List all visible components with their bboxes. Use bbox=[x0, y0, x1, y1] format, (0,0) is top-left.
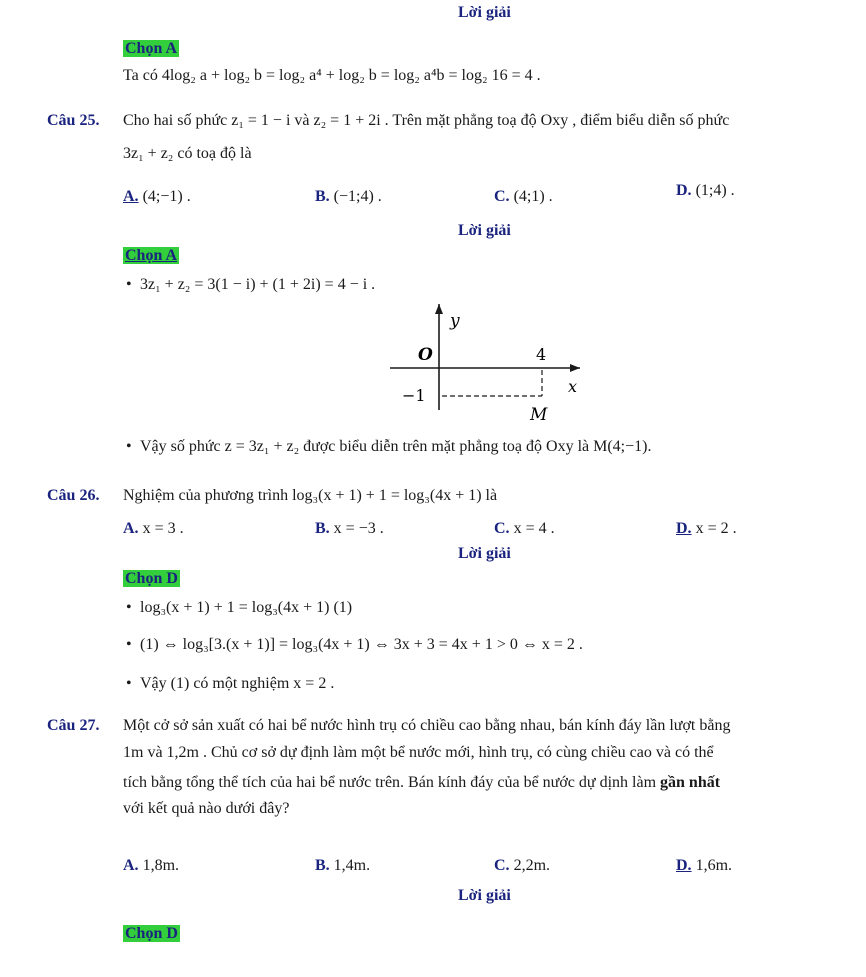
option-value: (4;−1) . bbox=[142, 188, 191, 205]
option-label: D. bbox=[676, 182, 692, 199]
solution-step: • log₃(x + 1) + 1 = log₃(4x + 1) (1) bbox=[140, 599, 352, 617]
question-text: Một cở sở sản xuất có hai bể nước hình trụ có chiều cao bằng nhau, bán kính đáy lần lượt bằng bbox=[123, 717, 731, 734]
choice-label: Chọn A bbox=[125, 40, 178, 57]
option-value: x = 3 . bbox=[142, 520, 184, 537]
option-value: (4;1) . bbox=[513, 188, 553, 205]
option-a bbox=[123, 520, 184, 538]
point-m-label: M bbox=[530, 405, 548, 425]
origin-label: O bbox=[418, 345, 433, 365]
solution-heading: Lời giải bbox=[458, 222, 511, 239]
option-value: 1,4m. bbox=[333, 857, 371, 874]
choice-label: Chọn A bbox=[125, 247, 178, 264]
option-b bbox=[315, 857, 370, 875]
option-a bbox=[123, 188, 191, 206]
option-label: B. bbox=[315, 520, 330, 537]
question-text: 3z₁ + z₂ có toạ độ là bbox=[123, 145, 252, 162]
option-d bbox=[676, 182, 735, 200]
answer-choice-badge bbox=[123, 40, 179, 58]
solution-heading: Lời giải bbox=[458, 545, 511, 562]
option-label: B. bbox=[315, 188, 330, 205]
option-a bbox=[123, 857, 179, 875]
x-axis-arrow bbox=[570, 364, 580, 372]
option-label: A. bbox=[123, 857, 139, 874]
solution-heading: Lời giải bbox=[458, 4, 511, 21]
option-value: 1,6m. bbox=[695, 857, 733, 874]
question-number: Câu 26. bbox=[47, 487, 100, 504]
option-value: x = 4 . bbox=[513, 520, 555, 537]
choice-label: Chọn D bbox=[125, 570, 178, 587]
question-text bbox=[123, 774, 720, 792]
choice-label: Chọn D bbox=[125, 925, 178, 942]
option-label: D. bbox=[676, 520, 692, 537]
question-26 bbox=[47, 487, 99, 505]
option-label: C. bbox=[494, 520, 510, 537]
option-value: x = −3 . bbox=[333, 520, 384, 537]
question-text: với kết quả nào dưới đây? bbox=[123, 800, 290, 817]
solution-step: • 3z₁ + z₂ = 3(1 − i) + (1 + 2i) = 4 − i . bbox=[140, 276, 375, 294]
option-c bbox=[494, 188, 553, 206]
option-label: D. bbox=[676, 857, 692, 874]
answer-choice-badge bbox=[123, 570, 180, 588]
option-d bbox=[676, 857, 732, 875]
answer-choice-badge bbox=[123, 925, 180, 943]
x-axis-label: x bbox=[568, 377, 578, 396]
option-label: C. bbox=[494, 857, 510, 874]
option-b bbox=[315, 520, 384, 538]
option-label: B. bbox=[315, 857, 330, 874]
question-text: Cho hai số phức z₁ = 1 − i và z₂ = 1 + 2i . Trên mặt phẳng toạ độ Oxy , điểm biểu diễn số phức bbox=[123, 112, 730, 129]
option-b bbox=[315, 188, 382, 206]
question-text: 1m và 1,2m . Chủ cơ sở dự định làm một bể nước mới, hình trụ, có cùng chiều cao và có thể bbox=[123, 744, 714, 761]
solution-conclusion: • Vậy số phức z = 3z₁ + z₂ được biểu diễn trên mặt phẳng toạ độ Oxy là M(4;−1). bbox=[140, 438, 651, 456]
y-axis-label: y bbox=[450, 311, 460, 331]
coordinate-diagram bbox=[380, 300, 600, 430]
x-tick-4-label: 4 bbox=[536, 345, 547, 364]
question-text: Nghiệm của phương trình log₃(x + 1) + 1 = log₃(4x + 1) là bbox=[123, 487, 498, 504]
option-value: (−1;4) . bbox=[333, 188, 382, 205]
solution-heading: Lời giải bbox=[458, 887, 511, 904]
option-value: 1,8m. bbox=[142, 857, 180, 874]
question-number: Câu 25. bbox=[47, 112, 100, 129]
option-label: A. bbox=[123, 520, 139, 537]
option-label: C. bbox=[494, 188, 510, 205]
question-text-part: tích bằng tổng thể tích của hai bể nước trên. Bán kính đáy của bể nước dự dịnh làm bbox=[123, 774, 661, 791]
option-value: 2,2m. bbox=[513, 857, 551, 874]
question-number: Câu 27. bbox=[47, 717, 100, 734]
solution-text: Ta có 4log₂ a + log₂ b = log₂ a⁴ + log₂ b = log₂ a⁴b = log₂ 16 = 4 . bbox=[123, 67, 541, 84]
option-value: x = 2 . bbox=[695, 520, 737, 537]
question-25 bbox=[47, 112, 99, 130]
solution-step: • (1) ⇔ log₃[3.(x + 1)] = log₃(4x + 1) ⇔ 3x + 3 = 4x + 1 > 0 ⇔ x = 2 . bbox=[140, 636, 583, 654]
emphasis-text: gần nhất bbox=[660, 774, 721, 791]
solution-step: • Vậy (1) có một nghiệm x = 2 . bbox=[140, 675, 334, 693]
option-d bbox=[676, 520, 737, 538]
y-axis-arrow bbox=[435, 304, 443, 314]
option-c bbox=[494, 857, 550, 875]
option-value: (1;4) . bbox=[695, 182, 735, 199]
question-27 bbox=[47, 717, 99, 735]
option-label: A. bbox=[123, 188, 139, 205]
option-c bbox=[494, 520, 555, 538]
y-tick-minus1-label: −1 bbox=[402, 386, 426, 405]
answer-choice-badge bbox=[123, 247, 179, 265]
